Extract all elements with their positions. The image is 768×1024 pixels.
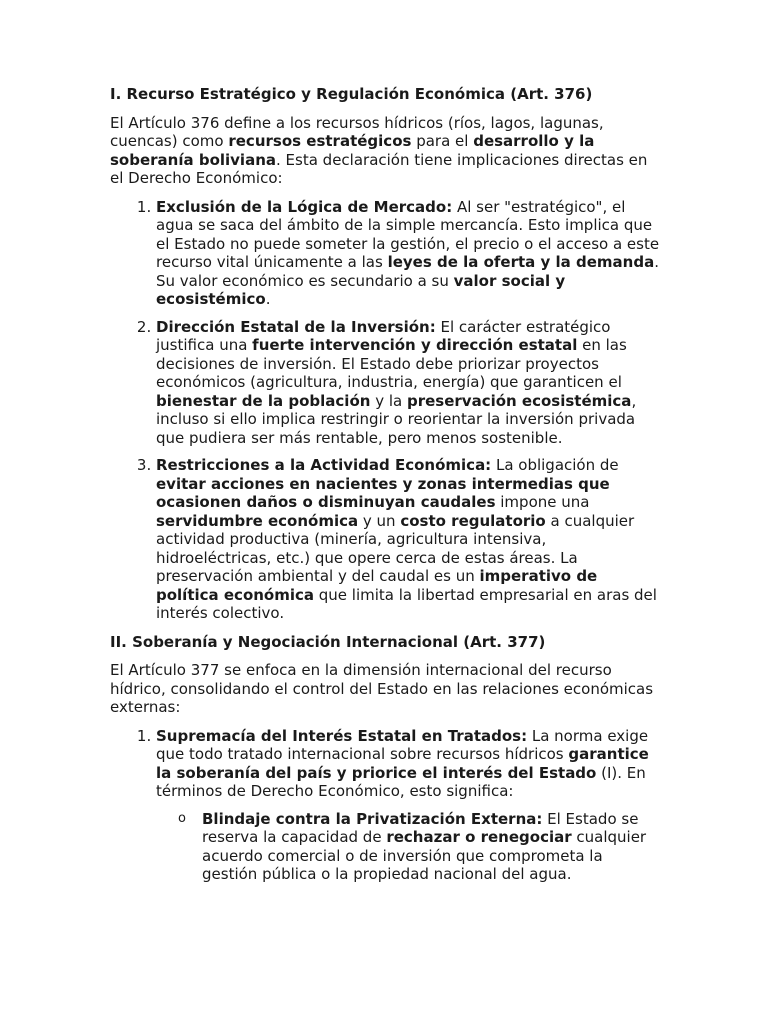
list-item: 1. Exclusión de la Lógica de Mercado: Al ser "estratégico", el agua se saca del ámbito de la simple mercancía. Esto implica que el Estado no puede someter la gestión, el precio o el acceso a este recurso vital únicamente a las leyes de la oferta y la demanda. Su valor económico es secundario a su valor social y ecosistémico. (156, 198, 660, 309)
numbered-list (110, 727, 660, 884)
section-intro: El Artículo 377 se enfoca en la dimensión internacional del recurso hídrico, consolidando el control del Estado en las relaciones económicas externas: (110, 661, 654, 716)
section-intro: El Artículo 376 define a los recursos hídricos (ríos, lagos, lagunas, cuencas) como recursos estratégicos para el desarrollo y la soberanía boliviana. Esta declaración tiene implicaciones directas en el Derecho Económico: (110, 113, 648, 187)
document-page (110, 85, 660, 894)
list-item: 2. Dirección Estatal de la Inversión: El carácter estratégico justifica una fuerte intervención y dirección estatal en las decisiones de inversión. El Estado debe priorizar proyectos económicos (agricultura, industria, energía) que garanticen el bienestar de la población y la preservación ecosistémica, incluso si ello implica restringir o reorientar la inversión privada que pudiera ser más rentable, pero menos sostenible. (156, 318, 660, 448)
list-item: 1. Supremacía del Interés Estatal en Tratados: La norma exige que todo tratado internacional sobre recursos hídricos garantice la soberanía del país y priorice el interés del Estado (I). En términos de Derecho Económico, esto significa: o Blindaje contra la Privatización Externa: El Estado se reserva la capacidad de rechazar o renegociar cualquier acuerdo comercial o de inversión que comprometa la gestión pública o la propiedad nacional del agua. (156, 727, 660, 884)
bullet-list (156, 810, 660, 884)
section-heading: II. Soberanía y Negociación Internacional (Art. 377) (110, 632, 546, 651)
list-item: 3. Restricciones a la Actividad Económica: La obligación de evitar acciones en nacientes y zonas intermedias que ocasionen daños o disminuyan caudales impone una servidumbre económica y un costo regulatorio a cualquier actividad productiva (minería, agricultura intensiva, hidroeléctricas, etc.) que opere cerca de estas áreas. La preservación ambiental y del caudal es un imperativo de política económica que limita la libertad empresarial en aras del interés colectivo. (156, 456, 660, 623)
bullet-item: o Blindaje contra la Privatización Externa: El Estado se reserva la capacidad de rechazar o renegociar cualquier acuerdo comercial o de inversión que comprometa la gestión pública o la propiedad nacional del agua. (202, 810, 660, 884)
section-heading: I. Recurso Estratégico y Regulación Económica (Art. 376) (110, 85, 593, 103)
numbered-list (110, 198, 660, 623)
